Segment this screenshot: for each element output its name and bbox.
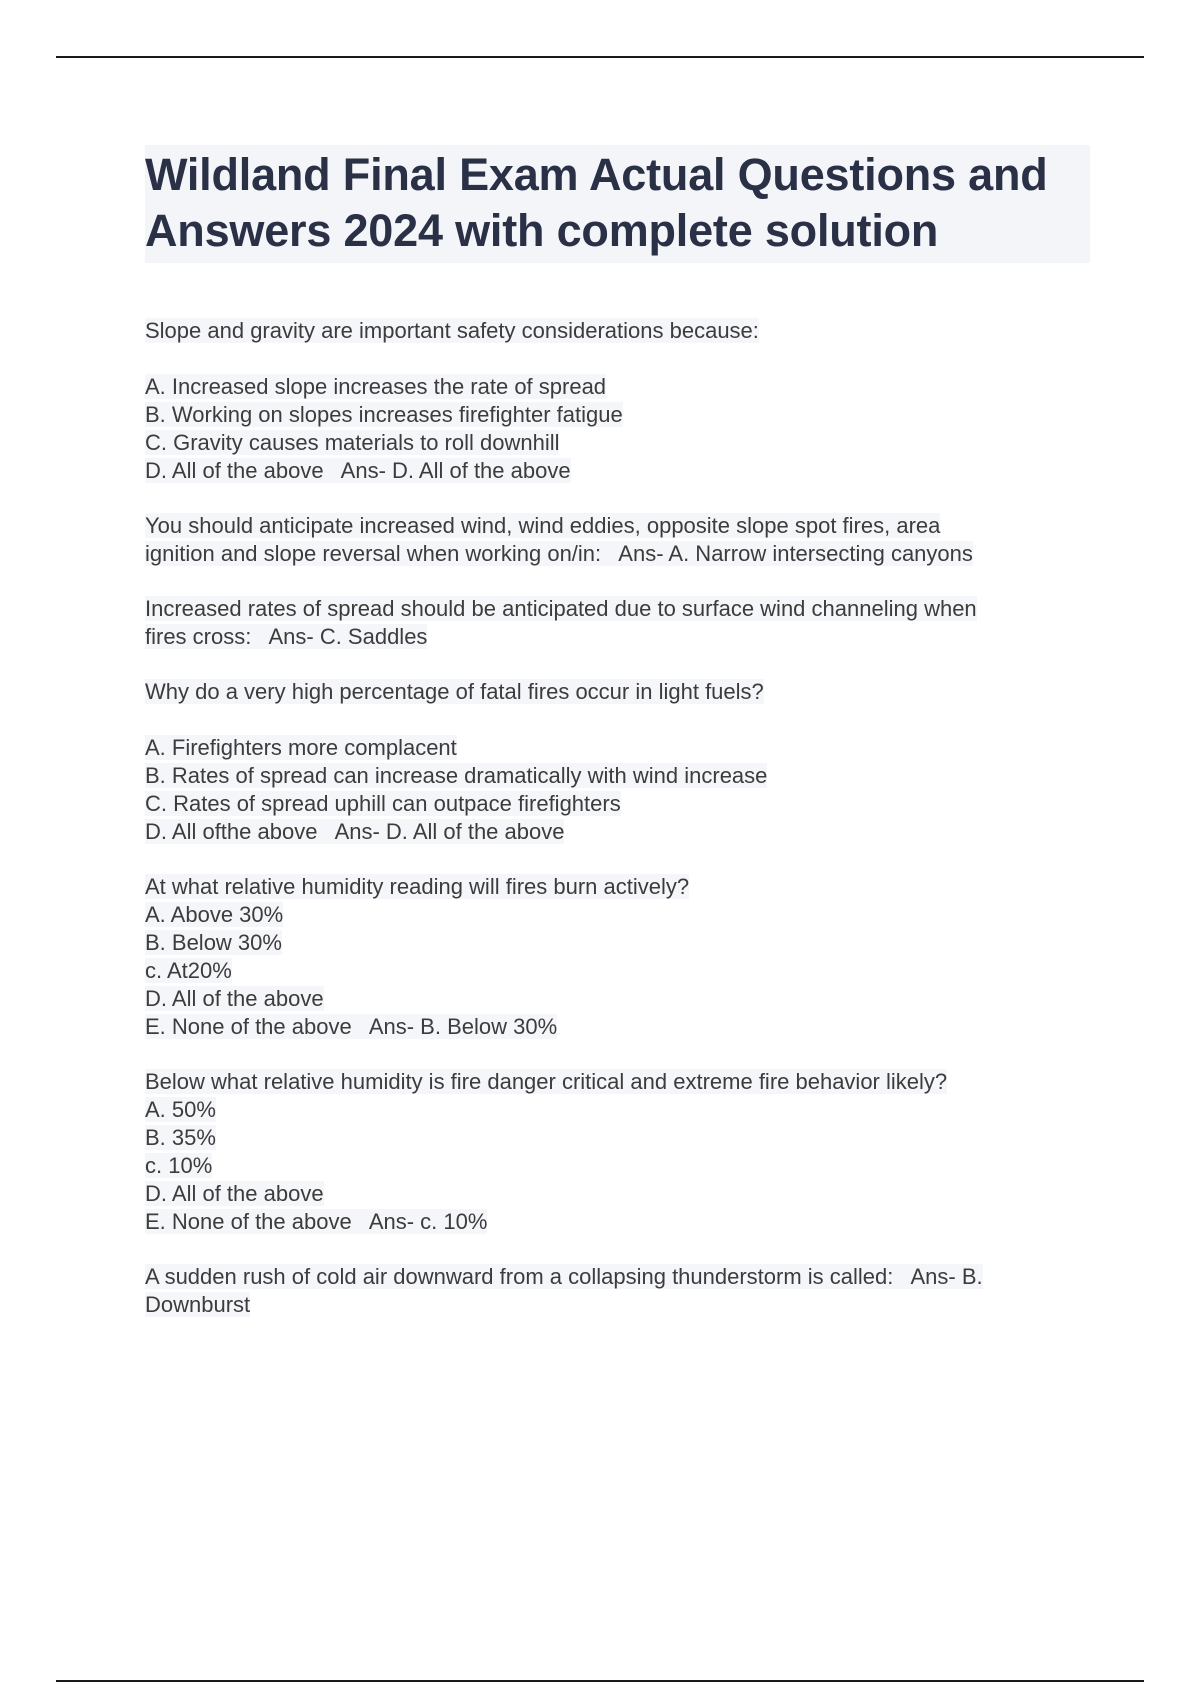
answer-option-text: D. All of the above Ans- D. All of the above <box>145 458 571 483</box>
question-text-line: B. 35% <box>145 1125 216 1150</box>
header-rule <box>56 56 1144 58</box>
question-text <box>145 1263 1090 1291</box>
footer-rule <box>56 1680 1144 1682</box>
question-block <box>145 512 1090 568</box>
question-text <box>145 1291 1090 1319</box>
question-text <box>145 1013 1090 1041</box>
question-text-line: A sudden rush of cold air downward from a collapsing thunderstorm is called: Ans- B. <box>145 1264 983 1289</box>
answer-option <box>145 790 1090 818</box>
answer-option-text: C. Rates of spread uphill can outpace firefighters <box>145 791 621 816</box>
question-block <box>145 1068 1090 1236</box>
question-text-line: B. Below 30% <box>145 930 282 955</box>
answer-option-text: B. Working on slopes increases firefighter fatigue <box>145 402 623 427</box>
question-text <box>145 1096 1090 1124</box>
answer-option <box>145 373 1090 401</box>
spacer <box>145 345 1090 373</box>
question-text-line: E. None of the above Ans- c. 10% <box>145 1209 488 1234</box>
question-text <box>145 1124 1090 1152</box>
question-list <box>145 317 1090 1319</box>
question-text-line: Slope and gravity are important safety considerations because: <box>145 318 759 343</box>
question-text <box>145 1068 1090 1096</box>
answer-option <box>145 457 1090 485</box>
question-text <box>145 317 1090 345</box>
answer-option <box>145 401 1090 429</box>
document-title: Wildland Final Exam Actual Questions and Answers 2024 with complete solution <box>145 149 1048 256</box>
question-text <box>145 957 1090 985</box>
question-text <box>145 678 1090 706</box>
title-block <box>145 145 1090 263</box>
question-text-line: D. All of the above <box>145 1181 324 1206</box>
question-text-line: c. At20% <box>145 958 232 983</box>
question-text-line: Why do a very high percentage of fatal fires occur in light fuels? <box>145 679 764 704</box>
question-text-line: fires cross: Ans- C. Saddles <box>145 624 428 649</box>
question-text <box>145 1180 1090 1208</box>
question-text-line: D. All of the above <box>145 986 324 1011</box>
question-text <box>145 623 1090 651</box>
answer-option-text: A. Firefighters more complacent <box>145 735 457 760</box>
answer-option-text: A. Increased slope increases the rate of spread <box>145 374 607 399</box>
question-block <box>145 1263 1090 1319</box>
question-text <box>145 595 1090 623</box>
question-text-line: Increased rates of spread should be anticipated due to surface wind channeling when <box>145 596 977 621</box>
answer-option <box>145 429 1090 457</box>
answer-option-text: D. All ofthe above Ans- D. All of the above <box>145 819 565 844</box>
question-block <box>145 317 1090 485</box>
question-text-line: You should anticipate increased wind, wind eddies, opposite slope spot fires, area <box>145 513 941 538</box>
question-block <box>145 873 1090 1041</box>
question-text <box>145 929 1090 957</box>
question-text-line: c. 10% <box>145 1153 213 1178</box>
question-text <box>145 901 1090 929</box>
question-text <box>145 512 1090 540</box>
answer-option <box>145 734 1090 762</box>
document-body <box>145 145 1090 1346</box>
question-text <box>145 1208 1090 1236</box>
question-text <box>145 873 1090 901</box>
question-text-line: A. 50% <box>145 1097 216 1122</box>
question-block <box>145 678 1090 846</box>
question-text-line: At what relative humidity reading will fires burn actively? <box>145 874 690 899</box>
question-text-line: A. Above 30% <box>145 902 284 927</box>
question-text-line: Downburst <box>145 1292 251 1317</box>
question-text <box>145 540 1090 568</box>
question-text <box>145 985 1090 1013</box>
answer-option-text: B. Rates of spread can increase dramatically with wind increase <box>145 763 768 788</box>
answer-option <box>145 818 1090 846</box>
question-block <box>145 595 1090 651</box>
spacer <box>145 706 1090 734</box>
question-text-line: ignition and slope reversal when working on/in: Ans- A. Narrow intersecting canyons <box>145 541 973 566</box>
question-text-line: E. None of the above Ans- B. Below 30% <box>145 1014 558 1039</box>
question-text-line: Below what relative humidity is fire danger critical and extreme fire behavior likely? <box>145 1069 948 1094</box>
answer-option <box>145 762 1090 790</box>
answer-option-text: C. Gravity causes materials to roll downhill <box>145 430 560 455</box>
question-text <box>145 1152 1090 1180</box>
